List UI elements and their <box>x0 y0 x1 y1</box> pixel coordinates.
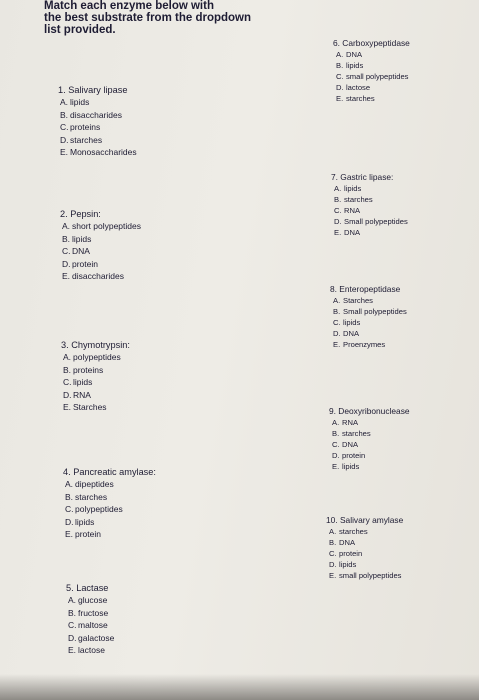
question-title: 8. Enteropeptidase <box>330 284 401 294</box>
option-a: A. lipids <box>334 184 362 193</box>
option-d: D. lipids <box>65 516 95 527</box>
option-e: E. Starches <box>63 402 107 413</box>
option-d: D. starches <box>60 134 103 145</box>
bottom-shadow <box>0 674 479 700</box>
question-1 <box>58 84 137 158</box>
question-title: 2. Pepsin: <box>60 209 101 219</box>
question-6 <box>333 38 410 104</box>
option-e: E. protein <box>65 529 101 540</box>
option-e: E. starches <box>336 94 375 103</box>
question-9 <box>329 406 410 472</box>
question-title: 7. Gastric lipase: <box>331 172 394 182</box>
option-b: B. starches <box>332 429 371 438</box>
option-a: A. dipeptides <box>65 479 114 490</box>
question-title: 3. Chymotrypsin: <box>61 340 130 350</box>
option-c: C. polypeptides <box>65 504 123 515</box>
question-title: 5. Lactase <box>66 583 109 593</box>
option-e: E. DNA <box>334 228 361 237</box>
option-b: B. proteins <box>63 364 104 375</box>
option-d: D. protein <box>332 451 366 460</box>
option-c: C. DNA <box>332 440 359 449</box>
option-c: C. protein <box>329 549 363 558</box>
instructions-line: list provided. <box>44 24 116 36</box>
option-b: B. DNA <box>329 538 356 547</box>
option-a: A. short polypeptides <box>62 221 141 232</box>
option-d: D. lactose <box>336 83 371 92</box>
option-e: E. disaccharides <box>62 271 124 282</box>
option-c: C. lipids <box>63 377 93 388</box>
option-a: A. polypeptides <box>63 352 121 363</box>
option-e: E. small polypeptides <box>329 571 402 580</box>
question-title: 10. Salivary amylase <box>326 515 404 525</box>
instructions-line: the best substrate from the dropdown <box>44 12 252 24</box>
option-a: A. starches <box>329 527 368 536</box>
question-title: 1. Salivary lipase <box>58 85 128 95</box>
option-b: B. starches <box>65 491 108 502</box>
question-10 <box>326 515 403 581</box>
instructions-line: Match each enzyme below with <box>44 0 214 12</box>
option-c: C. DNA <box>62 246 90 257</box>
question-5 <box>66 582 114 656</box>
option-a: A. lipids <box>60 97 90 108</box>
option-b: B. lipids <box>62 233 92 244</box>
option-b: B. starches <box>334 195 373 204</box>
question-3 <box>61 339 130 413</box>
question-8 <box>330 284 407 350</box>
option-c: C. small polypeptides <box>336 72 409 81</box>
question-7 <box>331 172 408 238</box>
option-d: D. RNA <box>63 389 91 400</box>
option-c: C. maltose <box>68 620 108 631</box>
option-d: D. Small polypeptides <box>334 217 408 226</box>
question-title: 9. Deoxyribonuclease <box>329 406 410 416</box>
option-e: E. Monosaccharides <box>60 147 137 158</box>
option-b: B. disaccharides <box>60 109 122 120</box>
option-a: A. DNA <box>336 50 363 59</box>
instructions <box>44 0 284 36</box>
option-b: B. fructose <box>68 607 109 618</box>
option-a: A. Starches <box>333 296 373 305</box>
question-2 <box>60 208 141 282</box>
option-e: E. lipids <box>332 462 360 471</box>
option-d: D. galactose <box>68 632 115 643</box>
option-c: C. RNA <box>334 206 361 215</box>
option-c: C. proteins <box>60 122 101 133</box>
question-title: 4. Pancreatic amylase: <box>63 467 156 477</box>
question-title: 6. Carboxypeptidase <box>333 38 410 48</box>
option-a: A. glucose <box>68 595 108 606</box>
option-a: A. RNA <box>332 418 359 427</box>
option-c: C. lipids <box>333 318 361 327</box>
option-b: B. Small polypeptides <box>333 307 407 316</box>
option-b: B. lipids <box>336 61 364 70</box>
option-d: D. protein <box>62 258 98 269</box>
option-d: D. DNA <box>333 329 360 338</box>
option-e: E. lactose <box>68 645 105 656</box>
option-d: D. lipids <box>329 560 357 569</box>
question-4 <box>63 466 156 540</box>
option-e: E. Proenzymes <box>333 340 386 349</box>
